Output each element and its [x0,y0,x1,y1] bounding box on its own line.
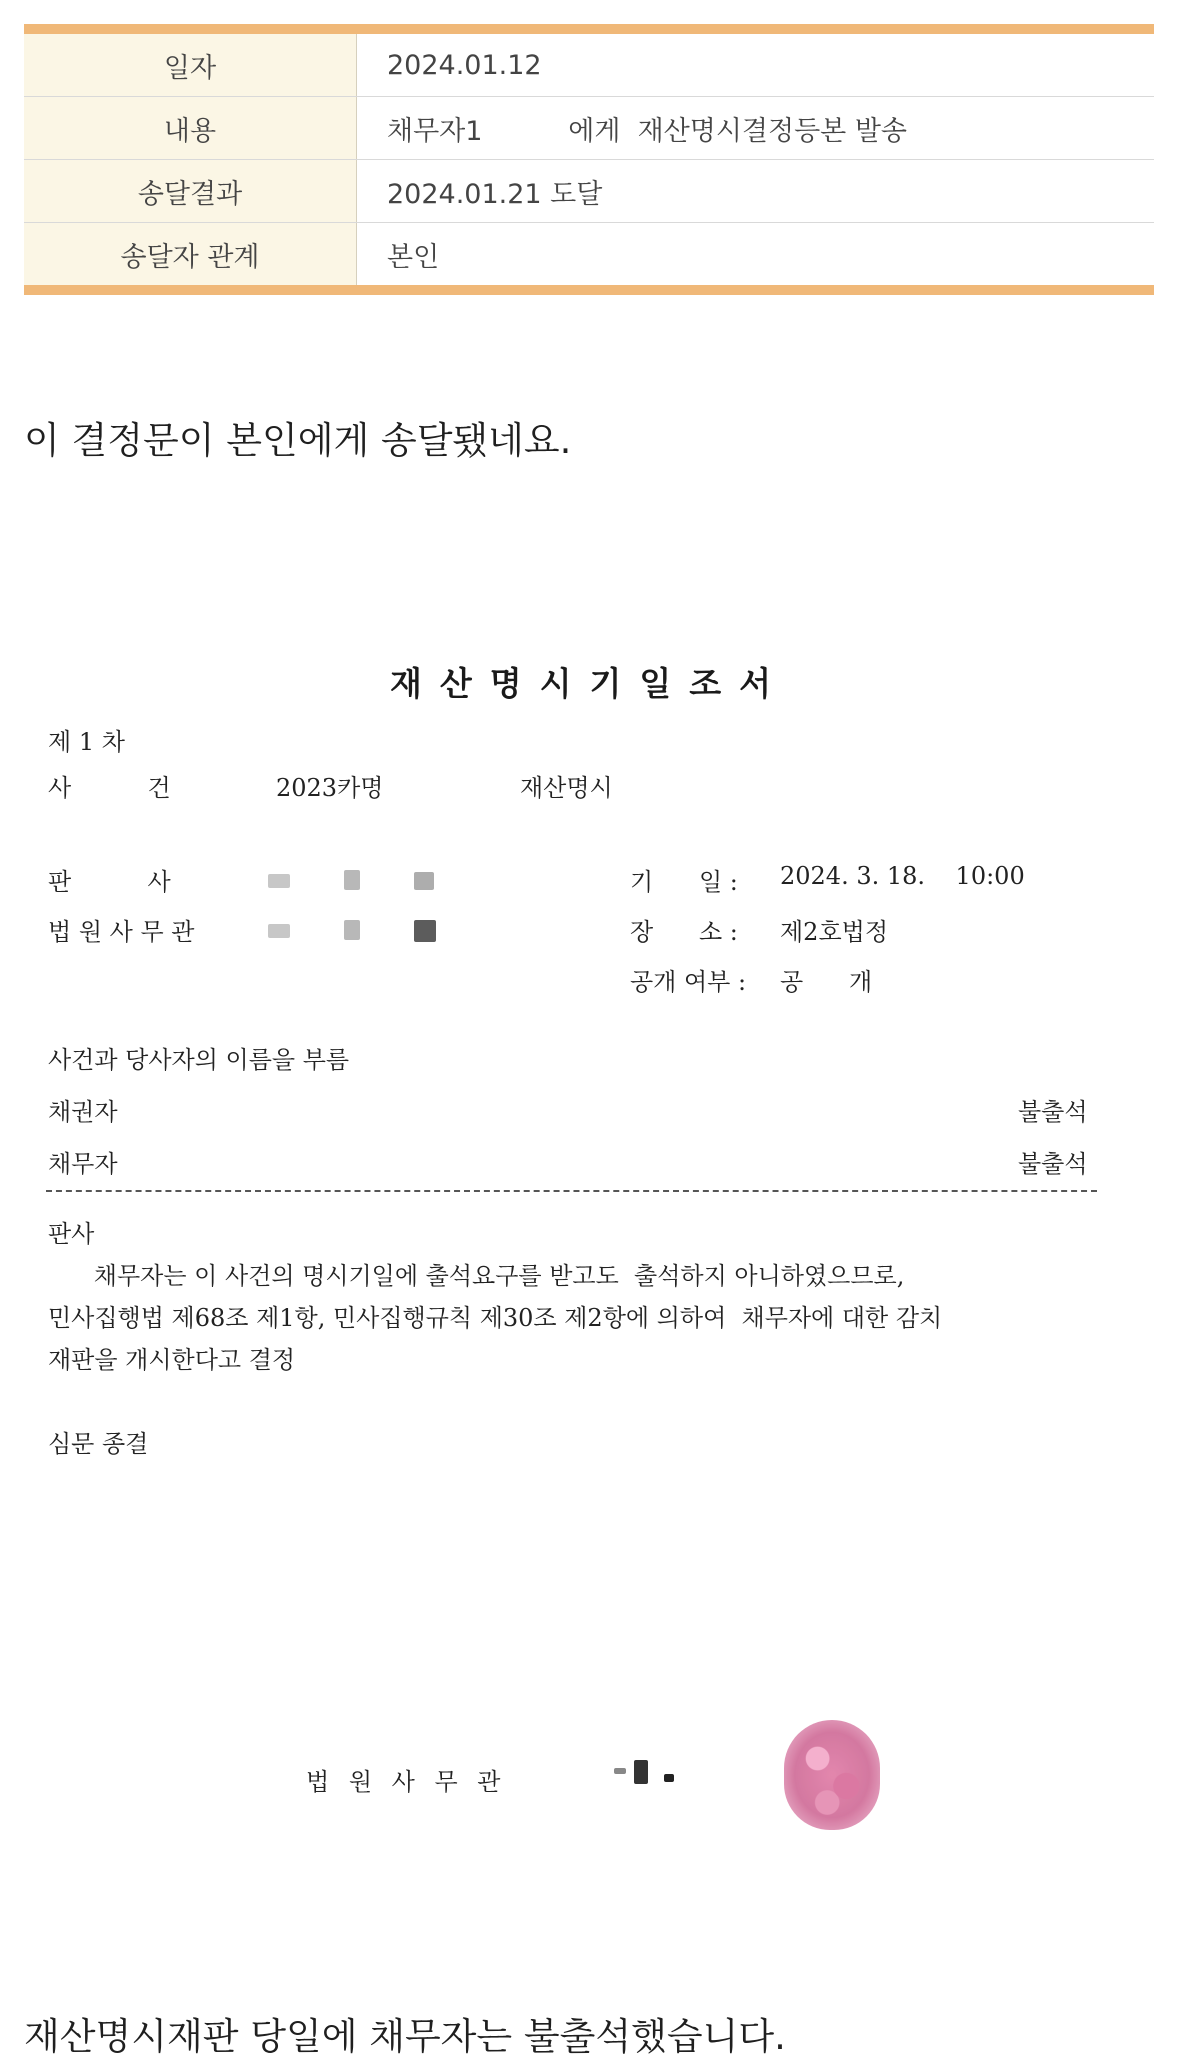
row-value-content: 채무자1 에게 재산명시결정등본 발송 [387,115,907,147]
public-label: 공개 여부 : [630,968,747,996]
debtor-status: 불출석 [1018,1150,1088,1178]
record-title: 재산명시기일조서 [389,664,790,703]
redacted-name [414,872,434,890]
case-label: 사 건 [48,774,171,802]
judge-label: 판 사 [48,868,171,896]
date-label: 기 일 : [630,868,738,896]
redacted-name [634,1760,648,1784]
signature-label: 법 원 사 무 관 [306,1768,507,1796]
row-label-result: 송달결과 [24,160,357,222]
redacted-name [414,920,436,942]
redacted-name [268,874,290,888]
record-session: 제 1 차 [48,728,125,756]
caption-absent: 재산명시재판 당일에 채무자는 불출석했습니다. [24,2015,786,2058]
debtor-label: 채무자 [48,1150,118,1178]
call-names: 사건과 당사자의 이름을 부름 [48,1046,350,1074]
delivery-table [24,24,1154,295]
ruling-line: 채무자는 이 사건의 명시기일에 출석요구를 받고도 출석하지 아니하였으므로, [48,1262,905,1290]
case-type: 재산명시 [520,774,613,802]
redacted-name [664,1774,674,1782]
row-label-date: 일자 [24,34,357,96]
row-label-content: 내용 [24,97,357,159]
place-label: 장 소 : [630,918,738,946]
court-record [0,640,1179,1940]
dashed-divider [46,1190,1097,1192]
table-row [24,97,1154,160]
redacted-name [344,870,360,890]
table-row [24,34,1154,97]
table-row [24,160,1154,223]
row-value-date: 2024.01.12 [387,49,542,81]
redacted-name [268,924,290,938]
ruling-line: 민사집행법 제68조 제1항, 민사집행규칙 제30조 제2항에 의하여 채무자에 대한 감치 [48,1304,943,1332]
clerk-label: 법 원 사 무 관 [48,918,195,946]
judge-section: 판사 [48,1220,95,1248]
row-value-relation: 본인 [387,241,440,273]
date-value: 2024. 3. 18. 10:00 [780,862,1025,890]
redacted-name [344,920,360,940]
creditor-status: 불출석 [1018,1098,1088,1126]
closing: 심문 종결 [48,1430,149,1458]
public-value: 공 개 [780,968,873,996]
row-value-result: 2024.01.21 도달 [387,178,603,210]
row-label-relation: 송달자 관계 [24,223,357,285]
ruling-line: 재판을 개시한다고 결정 [48,1346,296,1374]
creditor-label: 채권자 [48,1098,118,1126]
case-number: 2023카명 [276,774,384,802]
table-row [24,223,1154,285]
place-value: 제2호법정 [780,918,889,946]
redacted-name [614,1768,626,1774]
court-seal [784,1720,880,1830]
caption-delivered: 이 결정문이 본인에게 송달됐네요. [24,419,572,462]
